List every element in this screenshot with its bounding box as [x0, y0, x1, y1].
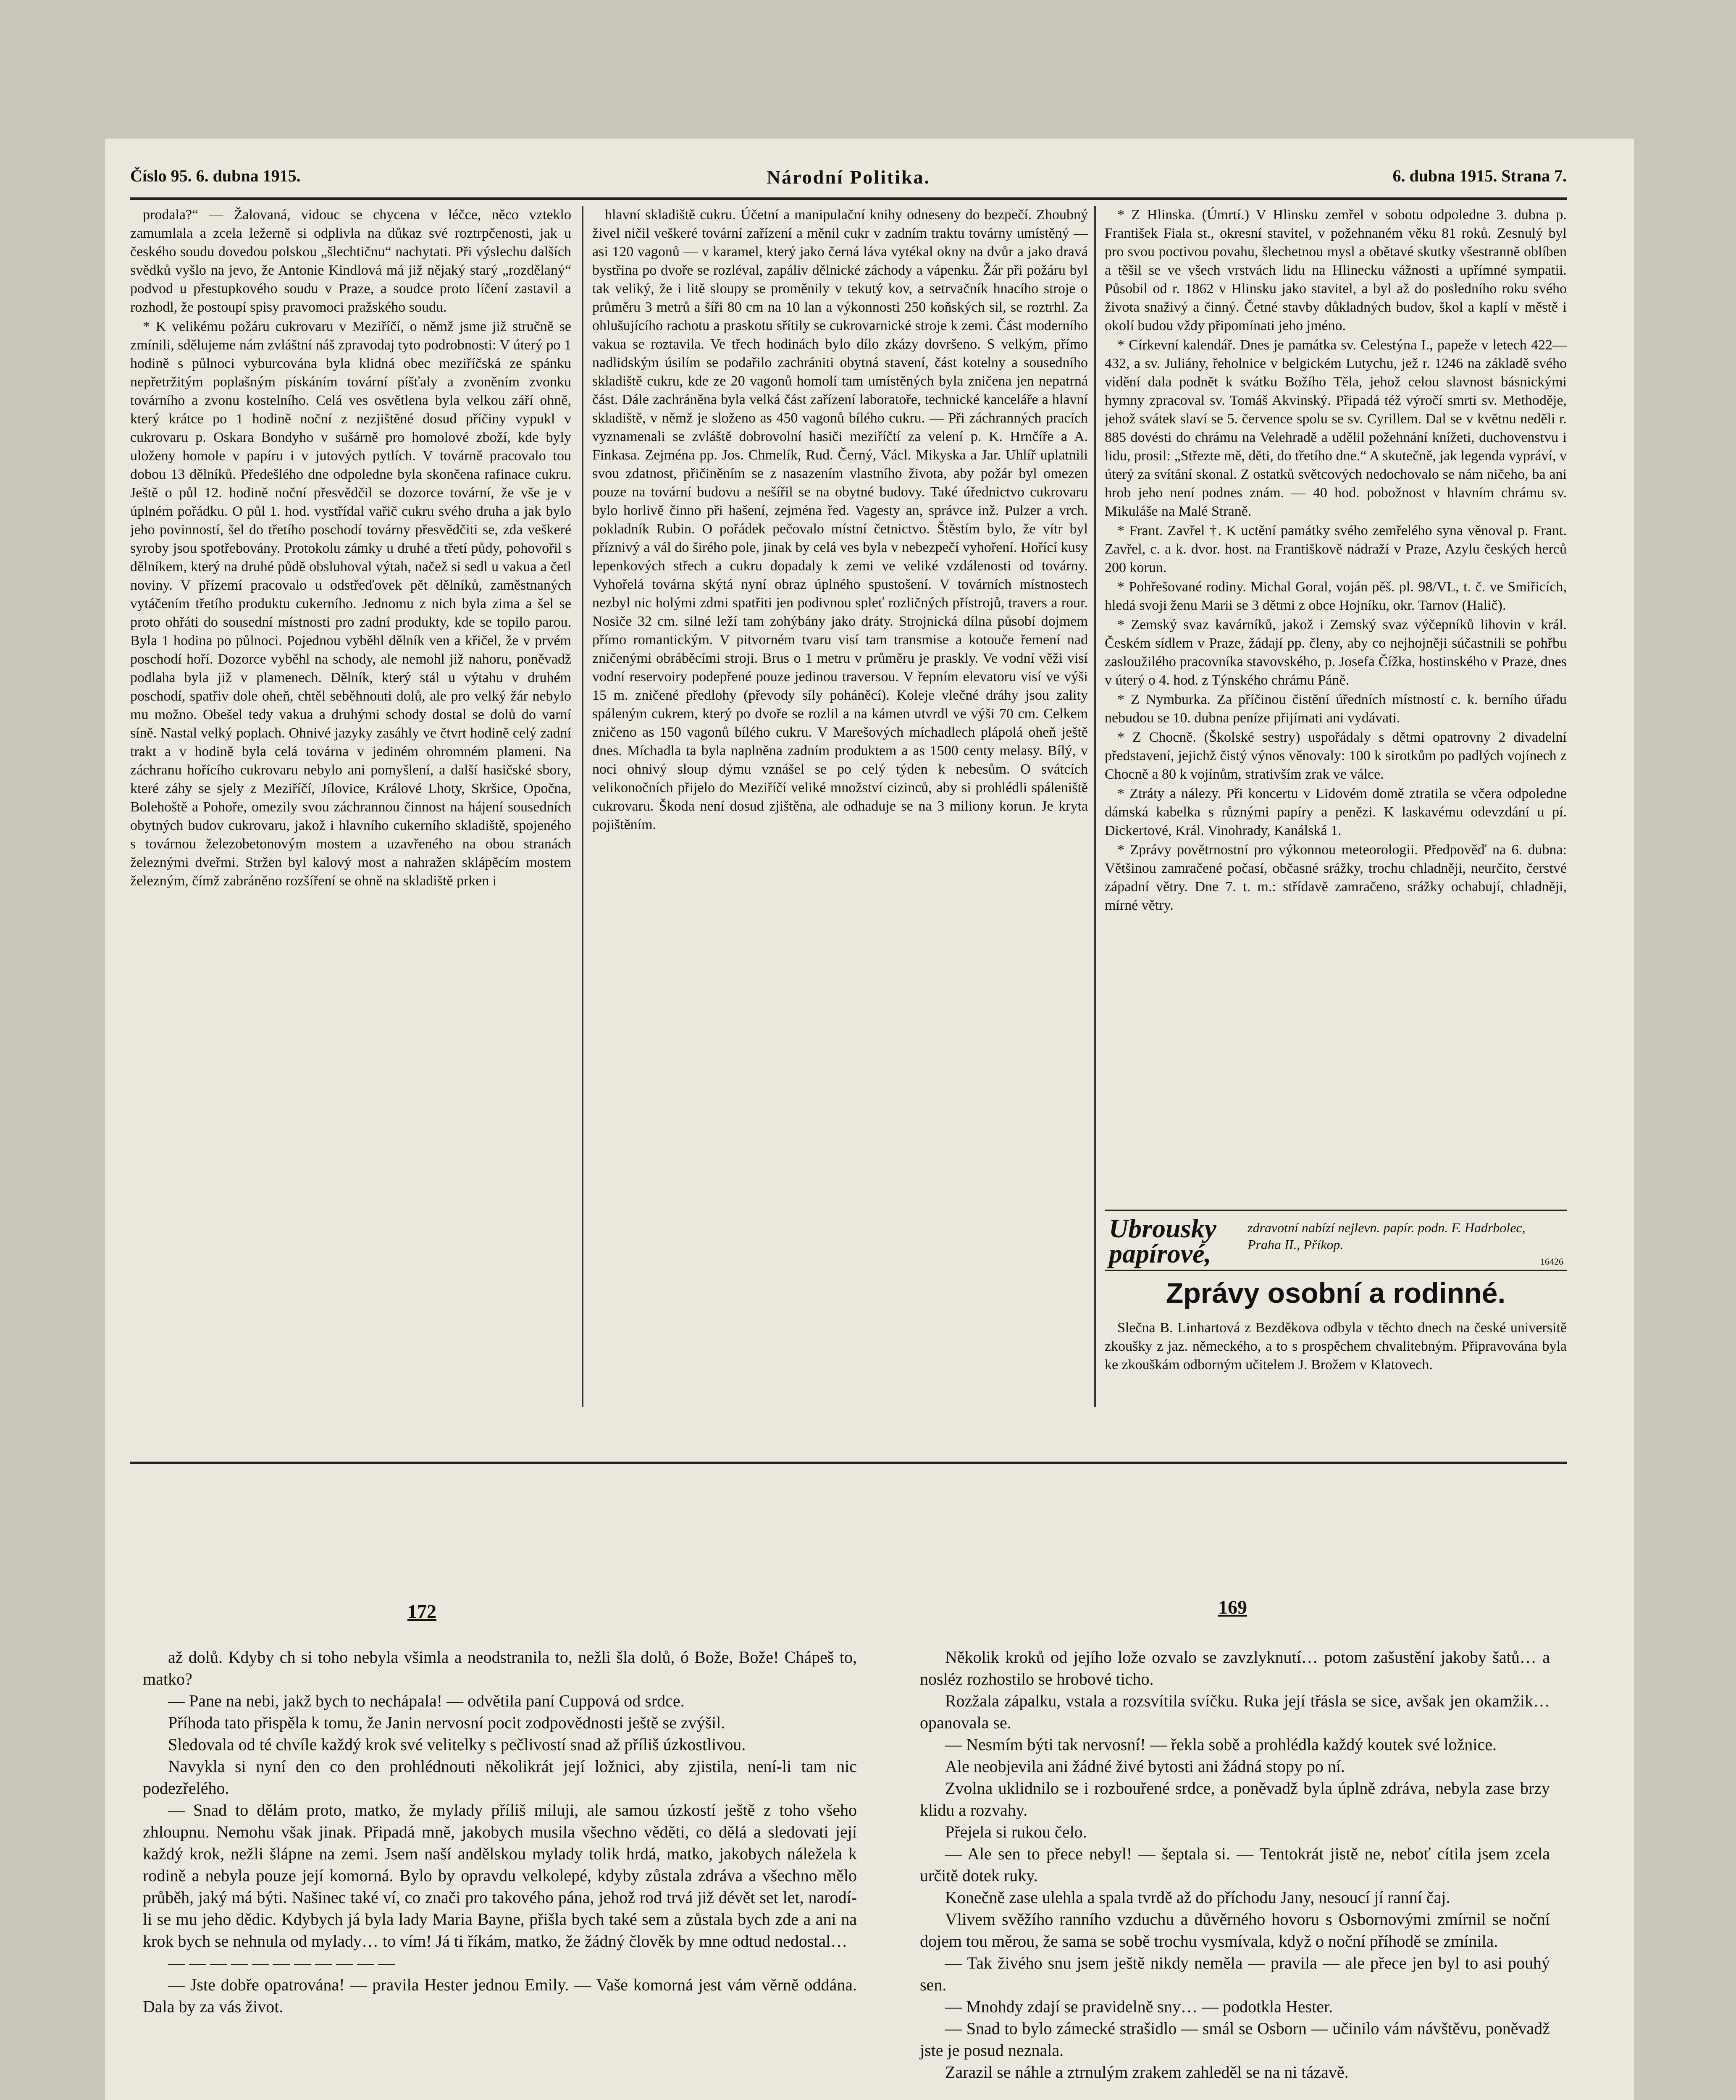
novel-paragraph: Rozžala zápalku, vstala a rozsvítila svíčku. Ruka její třásla se sice, avšak jen okamžik… opanovala se.	[920, 1691, 1550, 1732]
novel-paragraph: Několik kroků od jejího lože ozvalo se zavzlyknutí… potom zašustění jakoby šatů… a nosléz rozhostilo se hrobové ticho.	[920, 1648, 1550, 1688]
novel-page-number-right: 169	[1218, 1596, 1247, 1618]
novel-paragraph: Sledovala od té chvíle každý krok své velitelky s pečlivostí snad až příliš úzkostlivou.	[168, 1735, 746, 1754]
novel-paragraph: — Jste dobře opatrována! — pravila Hester jednou Emily. — Vaše komorná jest vám věrně oddána. Dala by za vás život.	[143, 1975, 857, 2016]
news-chocen: * Z Chocně. (Školské sestry) uspořádaly s dětmi opatrovny 2 divadelní představení, jejichž čistý výnos věnovaly: 100 k sirotkům po padlých vojínech z Chocně a 80 k vojínům, strativším zrak ve válce.	[1105, 730, 1567, 782]
novel-paragraph: Příhoda tato přispěla k tomu, že Janin nervosní pocit zodpovědnosti ještě se zvýšil.	[168, 1713, 725, 1732]
novel-paragraph: Zarazil se náhle a ztrnulým zrakem zahleděl se na ni tázavě.	[945, 2063, 1349, 2082]
ad-title: Ubrousky papírové,	[1109, 1213, 1217, 1268]
news-nymburk: * Z Nymburka. Za příčinou čistění úředních místností c. k. berního úřadu nebudou se 10. dubna peníze přijímati ani vydávati.	[1105, 692, 1567, 726]
news-cafe-union: * Zemský svaz kavárníků, jakož i Zemský svaz výčepníků lihovin v král. Českém sídlem v Praze, žádají pp. členy, aby co nejhojněji súčastnili se pohřbu zasloužilého pracovníka stavovského, p. Josefa Čížka, hostinského v Praze, dnes v úterý o 4. hod. z Týnského chrámu Páně.	[1105, 617, 1567, 688]
news-hlinsko: * Z Hlinska. (Úmrtí.) V Hlinsku zemřel v sobotu odpoledne 3. dubna p. František Fiala st., okresní stavitel, v požehnaném věku 81 roků. Zesnulý byl pro svou poctivou povahu, šlechetnou mysl a obětavé skutky všestranně oblíben a těšil se ve všech vrstvách lidu na Hlinecku vážnosti a upřímné sympatii. Působil od r. 1862 v Hlinsku jako stavitel, a byl až do posledního roku svého života snaživý a činný. Četné stavby důkladných budov, škol a kaplí v městě i okolí budou vždy připomínati jeho jméno.	[1105, 207, 1567, 333]
personal-news	[1105, 1319, 1567, 1411]
section-break: — — — — — — — — — — —	[168, 1953, 395, 1972]
news-missing-families: * Pohřešované rodiny. Michal Goral, voján pěš. pl. 98/VL, t. č. ve Smiřicích, hledá svoji ženu Marii se 3 dětmi z obce Hojníku, okr. Tarnov (Halič).	[1105, 579, 1567, 613]
novel-paragraph: — Snad to dělám proto, matko, že mylady příliš miluji, ale samou úzkostí ještě z toho všeho zhloupnu. Nemohu však jinak. Připadá mně, jakobych musila všechno věděti, co dělá a sledovati její každý krok, nežli šlápne na zemi. Jsem naší andělskou mylady tolik hrdá, matko, jakobych náležela k rodině a nebyla pouze její komorná. Bylo by opravdu velkolepé, kdyby zůstala zdráva a všechno mělo průběh, jaký má býti. Našinec také ví, co znači pro takového pána, jehož rod trvá již dévět set let, narodí-li se mu jeho dědic. Kdybych já byla lady Maria Bayne, přišla bych také sem a zůstala bych zde a ani na krok bych se nehnula od mylady… to vím! Já ti říkám, matko, že žádný člověk by mne odtud nedostal…	[143, 1801, 857, 1950]
novel-paragraph: — Pane na nebi, jakž bych to nechápala! — odvětila paní Cuppová od srdce.	[168, 1691, 685, 1710]
personal-news-text: Slečna B. Linhartová z Bezděkova odbyla v těchto dnech na české universitě zkoušky z jaz. německého, a to s prospěchem chvalitebným. Připravována byla ke zkouškám odborným učitelem J. Brožem v Klatovech.	[1105, 1320, 1567, 1373]
column-divider	[582, 206, 583, 1407]
novel-paragraph: — Mnohdy zdají se pravidelně sny… — podotkla Hester.	[945, 1997, 1333, 2016]
novel-paragraph: — Snad to bylo zámecké strašidlo — smál se Osborn — učinilo vám návštěvu, poněvadž jste je posud neznala.	[920, 2019, 1550, 2060]
section-heading: Zprávy osobní a rodinné.	[1166, 1277, 1506, 1309]
page-date: 6. dubna 1915. Strana 7.	[1392, 166, 1567, 185]
feuilleton-rule	[130, 1462, 1567, 1464]
column-2	[592, 206, 1088, 1407]
news-zavrel: * Frant. Zavřel †. K uctění památky svého zemřelého syna věnoval p. Frant. Zavřel, c. a k. dvor. host. na Františkově nádraží v Praze, Azylu českých herců 200 korun.	[1105, 523, 1567, 575]
page-header	[130, 166, 1567, 195]
newspaper-title: Národní Politika.	[766, 166, 931, 188]
novel-paragraph: Zvolna uklidnilo se i rozbouřené srdce, a poněvadž byla úplně zdráva, nebyla zase brzy klidu a rozvahy.	[920, 1779, 1550, 1819]
novel-page-number-left: 172	[407, 1601, 436, 1622]
novel-paragraph: Konečně zase ulehla a spala tvrdě až do příchodu Jany, nesoucí jí ranní čaj.	[945, 1888, 1450, 1907]
novel-paragraph: Vlivem svěžího ranního vzduchu a důvěrného hovoru s Osbornovými zmírnil se noční dojem tou měrou, že sama se sobě trochu vysmívala, když o noční příhodě se zmínila.	[920, 1910, 1550, 1950]
napkin-advertisement	[1105, 1210, 1567, 1271]
novel-paragraph: Přejela si rukou čelo.	[945, 1822, 1087, 1841]
novel-paragraph: — Ale sen to přece nebyl! — šeptala si. — Tentokrát jistě ne, neboť cítila jsem zcela určitě dotek ruky.	[920, 1844, 1550, 1885]
news-calendar: * Církevní kalendář. Dnes je památka sv. Celestýna I., papeže v letech 422—432, a sv. Juliány, řeholnice v belgickém Lutychu, jež r. 1246 na základě svého vidění dala podnět k svátku Božího Těla, jehož celou slavnost básnickými hymny zpracoval sv. Tomáš Akvinský. Připadá též výročí smrti sv. Methoděje, jehož svátek slaví se 5. července spolu se sv. Cyrillem. Dal se v květnu neděli r. 885 dovésti do chrámu na Velehradě a udělil požehnání knížeti, duchovenstvu i lidu, prosil: „Střezte mě, děti, do třetího dne.“ A skutečně, jak legenda vypráví, v úterý za svítání skonal. Z ostatků světcových nedochovalo se nám ničeho, ba ani hrob jeho není podnes znám. — 40 hod. pobožnost v hlavním chrámu sv. Mikuláše na Malé Straně.	[1105, 337, 1567, 519]
novel-paragraph: Navykla si nyní den co den prohlédnouti několikrát její ložnici, aby zjistila, není-li tam nic podezřelého.	[143, 1757, 857, 1798]
novel-paragraph: — Nesmím býti tak nervosní! — řekla sobě a prohlédla každý koutek své ložnice.	[945, 1735, 1497, 1754]
novel-page-right	[920, 1646, 1550, 2100]
column-1	[130, 206, 571, 1407]
ad-number: 16426	[1540, 1256, 1563, 1267]
novel-page-left	[143, 1646, 857, 2100]
fire-article-part1: * K velikému požáru cukrovaru v Meziříčí, o němž jsme již stručně se zmínili, sdělujeme nám zvláštní náš zpravodaj tyto podrobnosti: V úterý po 1 hodině s půlnoci vyburcována byla klidná obec meziříčská ze spánku nepřetržitým poplašným pískáním tovární píšťaly a zvoněním zvonku továrního a zvonu kostelního. Celá ves osvětlena byla velkou září ohně, který krátce po 1 hodině noční z nezjištěné dosud příčiny vypukl v cukrovaru p. Oskara Bondyho v sušárně pro homolové zboží, kde byly uloženy homole v papíru i v jutových pytlích. V továrně pracovalo tou dobou 13 dělníků. Předešlého dne odpoledne byla skončena rafinace cukru. Ještě o půl 12. hodině noční přesvědčil se dozorce tovární, že vše je v úplném pořádku. O půl 1. hod. vystřídal vařič cukru svého druha a jak bylo jeho povinností, šel do třetího poschodí továrny přesvědčiti se, zda veškeré syroby jsou spotřebovány. Protokolu zámky u druhé a třetí půdy, pohovořil s dělníkem, který na druhé půdě obsluhoval výtah, načež si sedl u vakua a četl noviny. V přízemí pracovalo u odstřeďovek pět dělníků, zaměstnaných vytáčením třetího produktu cukerního. Jednomu z nich byla zima a šel se proto ohřáti do sousední místnosti pro zadní produkty, kde se topilo parou. Byla 1 hodina po půlnoci. Pojednou vyběhl dělník ven a křičel, že v prvém poschodí hoří. Dozorce vyběhl na schody, ale nemohl již nahoru, poněvadž podlaha byla již v plamenech. Dělník, který stál u výtahu v druhém poschodí, spatřiv dole oheň, chtěl seběhnouti dolů, ale pro velký žár nebylo mu možno. Obešel tedy vakua a druhými schody dostal se dolů do varní síně. Nastal velký poplach. Ohnivé jazyky zasáhly ve čtvrt hodině celý zadní trakt a v hodině byla celá továrna v jediném ohromném plameni. Na záchranu hořícího cukrovaru nebylo ani pomyšlení, a další hasičské sbory, které záhy se sjely z Meziříčí, Jílovice, Králové Lhoty, Skršice, Opočna, Bolehoště a Pohoře, omezily svou záchrannou činnost na hájení sousedních obytných budov cukrovaru, jakož i hlavního cukerního skladiště, spojeného s továrnou železobetonovým mostem a uzavřeného na obou stranách železnými dveřmi. Stržen byl kalový most a nahražen sklápěcím mostem železným, čímž zabráněno rozšíření se ohně na skladiště prken i	[130, 319, 571, 889]
news-weather: * Zprávy povětrnostní pro výkonnou meteorologii. Předpověď na 6. dubna: Většinou zamračené počasí, občasné srážky, trochu chladněji, neurčito, čerstvé západní větry. Dne 7. t. m.: střídavě zamračeno, srážky ochabují, chladněji, mírné větry.	[1105, 842, 1567, 913]
court-article: prodala?“ — Žalovaná, vidouc se chycena v léčce, něco vzteklo zamumlala a zcela ležerně si odplivla na důkaz své roztrpčenosti, jak u českého soudu dovedou polskou „šlechtičnu“ nachytati. Při výslechu dalších svědků vyšlo na jevo, že Antonie Kindlová má již nějaký starý „rozdělaný“ podvod u přestupkového soudu v Praze, a soudce proto líčení zastavil a rozhodl, že postoupí spisy pravomoci pražského soudu.	[130, 207, 571, 315]
news-lost-found: * Ztráty a nálezy. Při koncertu v Lidovém domě ztratila se včera odpoledne dámská kabelka s různými papíry a penězi. K laskavému odevzdání u pí. Dickertové, Král. Vinohrady, Kanálská 1.	[1105, 786, 1567, 838]
issue-number: Číslo 95. 6. dubna 1915.	[130, 166, 301, 185]
column-divider	[1094, 206, 1096, 1407]
novel-paragraph: až dolů. Kdyby ch si toho nebyla všimla a neodstranila to, nežli šla dolů, ó Bože, Bože! Chápeš to, matko?	[143, 1648, 857, 1688]
column-3	[1105, 206, 1567, 1205]
fire-article-part2: hlavní skladiště cukru. Účetní a manipulační knihy odneseny do bezpečí. Zhoubný živel ničil veškeré tovární zařízení a měnil cukr v zadním traktu továrny umístěný — asi 120 vagonů — v karamel, který jako černá láva vytékal okny na dvůr a jako dravá bystřina po dvoře se rozléval, zapáliv dělnické záchody a vápenku. Žár při požáru byl tak veliký, že i litě sloupy se proměnily v tekutý kov, a setrvačník hnacího stroje o průměru 3 metrů a šíři 80 cm na 10 lan a výkonnosti 250 koňských sil, se roztrhl. Za ohlušujícího rachotu a praskotu sřítily se cukrovarnické stroje k zemi. Část moderního vakua se roztavila. Ve třech hodinách bylo dílo zkázy dovršeno. S velkým, přímo nadlidským úsilím se podařilo zachrániti obytná stavení, část kotelny a sousedního skladiště cukru, kde ze 20 vagonů homolí tam umístěných byla zničena jen nepatrná část. Dále zachráněna byla velká část zařízení laboratoře, technické kanceláře a hlavní skladiště, v němž je složeno as 450 vagonů bílého cukru. — Při záchranných pracích vyznamenali se zvláště dobrovolní hasiči meziříčtí za velení p. K. Hrnčíře a A. Finkasa. Zejména pp. Jos. Chmelík, Rud. Černý, Václ. Mikyska a Jar. Uhlíř uplatnili svou zdatnost, přičiněním se z nasazením vlastního života, aby požár byl omezen pouze na tovární budovu a nešířil se na obytné budovy. Také úřednictvo cukrovaru bylo horlivě činno při hašení, zejména řed. Vagesty an, správce inž. Pulzer a vrch. pokladník Rubin. O pořádek pečovalo místní četnictvo. Štěstím bylo, že vítr byl příznivý a vál do širého pole, jinak by celá ves byla v nebezpečí vyhoření. Hořící kusy lepenkových střech a cukru dopadaly k zemi ve veliké vzdálenosti od továrny. Vyhořelá továrna skýtá nyní obraz úplného spustošení. V továrních místnostech nezbyl nic holými zdmi spatřiti jen podivnou spleť rozličných přístrojů, travers a rour. Nosiče 32 cm. silné leží tam zohýbány jako dráty. Strojnická dílna působí dojmem přímo romantickým. V pitvorném tvaru visí tam transmise a kotouče řemení nad zničenými obráběcími stroji. Brus o 1 metru v průměru je praskly. Ve vodní věži visí vodní reservoiry podepřené pouze jedinou traversou. V řepním elevatoru visí ve výši 15 m. zničené předlohy (převody síly poháněcí). Koleje vlečné dráhy jsou zality spáleným cukrem, který po dvoře se rozlil a na kámen utvrdl ve výši 70 cm. Celkem zničeno as 150 vagonů bílého cukru. V Marešových míchadlech plápolá oheň ještě dnes. Míchadla ta byla naplněna zadním produktem a as 1500 centy melasy. Bílý, v noci ohnivý sloup dýmu vznášel se po celý týden k nebesům. O svátcích velikonočních přijelo do Meziříčí veliké množství cizinců, aby si prohlédli spáleniště cukrovaru. Škoda není dosud zjištěna, ale odhaduje se na 3 miliony korun. Je kryta pojištěním.	[592, 207, 1088, 832]
ad-text: zdravotní nabízí nejlevn. papír. podn. F. Hadrbolec, Praha II., Příkop.	[1248, 1220, 1526, 1252]
novel-paragraph: — Tak živého snu jsem ještě nikdy neměla — pravila — ale přece jen byl to asi pouhý sen.	[920, 1953, 1550, 1994]
header-rule	[130, 197, 1567, 200]
novel-paragraph: Ale neobjevila ani žádné živé bytosti ani žádná stopy po ní.	[945, 1757, 1345, 1776]
